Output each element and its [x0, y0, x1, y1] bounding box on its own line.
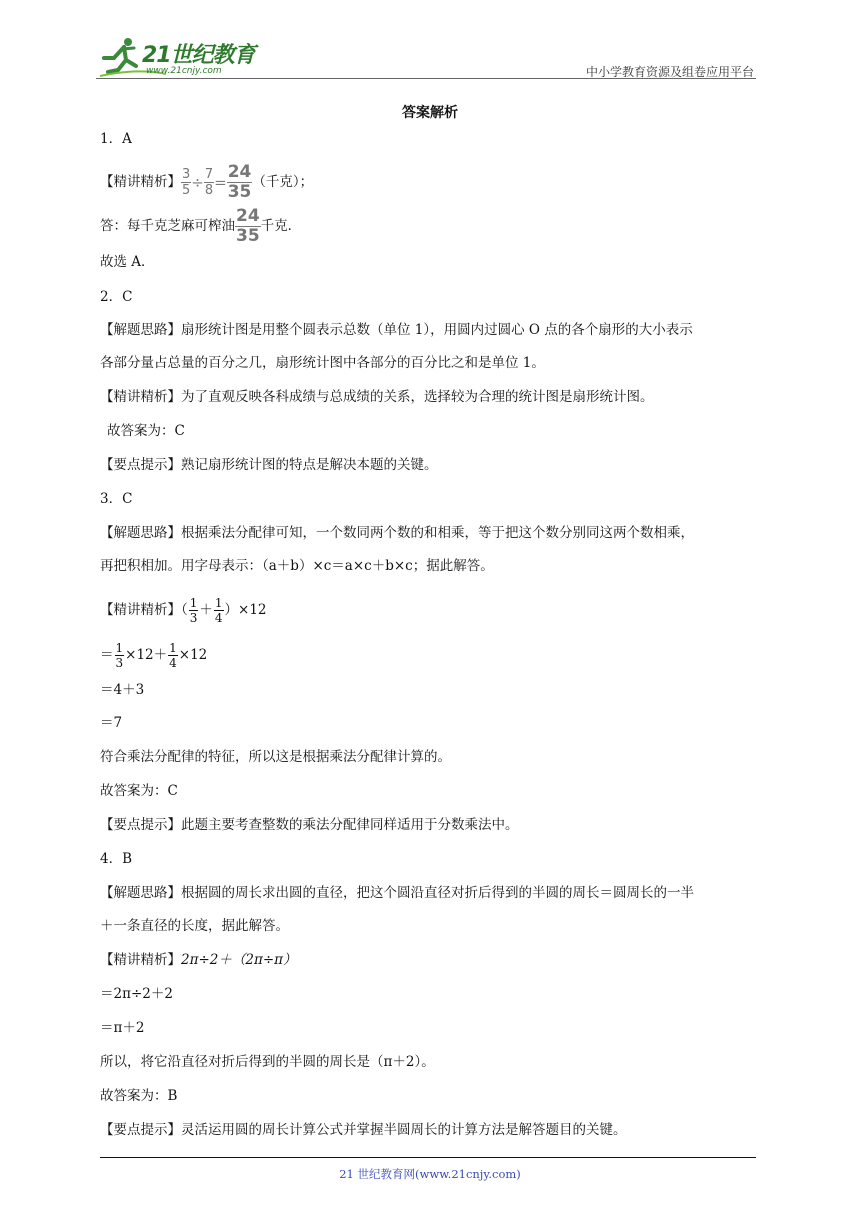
q2-answer: 2．C: [100, 289, 133, 305]
q1-conclusion: 答：每千克芝麻可榨油 $\frac{24}{35}$ 千克．: [100, 206, 302, 246]
q4-choice: 故答案为：B: [100, 1088, 178, 1104]
header-divider: [96, 78, 756, 79]
q3-choice: 故答案为：C: [100, 783, 178, 799]
q1-frac1: $\frac{3}{5}$: [182, 167, 191, 198]
q3-analysis-line3: ＝4＋3: [100, 682, 145, 698]
q1-analysis: 【精讲精析】 $\frac{3}{5}$ ÷ $\frac{7}{8}$ = $\frac{24}{35}$ （千克）；: [100, 162, 314, 202]
q4-analysis-line3: ＝π＋2: [100, 1020, 145, 1036]
footer-link[interactable]: 21 世纪教育网(www.21cnjy.com): [339, 1167, 521, 1181]
q3-analysis-line4: ＝7: [100, 715, 123, 731]
q2-tip: 【要点提示】熟记扇形统计图的特点是解决本题的关键。: [100, 457, 438, 473]
q3-think-1: 【解题思路】根据乘法分配律可知，一个数同两个数的和相乘，等于把这个数分别同这两个数相乘，: [100, 525, 694, 541]
q4-answer: 4．B: [100, 851, 133, 867]
q2-analysis: 【精讲精析】为了直观反映各科成绩与总成绩的关系，选择较为合理的统计图是扇形统计图。: [100, 389, 654, 405]
q4-conclusion: 所以，将它沿直径对折后得到的半圆的周长是（π＋2）。: [100, 1054, 435, 1070]
q4-analysis-line2: ＝2π÷2＋2: [100, 986, 173, 1002]
q3-analysis-line1: 【精讲精析】（ $\frac{1}{3}$ ＋ $\frac{1}{4}$ ）×12: [100, 596, 267, 625]
q2-choice: 故答案为：C: [107, 423, 185, 439]
footer-divider: [100, 1157, 756, 1158]
q3-conclusion: 符合乘法分配律的特征，所以这是根据乘法分配律计算的。: [100, 749, 451, 765]
logo: [96, 36, 266, 80]
q1-answer: 1．A: [100, 131, 132, 147]
q4-analysis-line1: 【精讲精析】2π÷2＋（2π÷π）: [100, 952, 297, 968]
logo-text: 21世纪教育: [142, 43, 255, 68]
q2-think-2: 各部分量占总量的百分之几，扇形统计图中各部分的百分比之和是单位 1。: [100, 355, 545, 371]
logo-url: www.21cnjy.com: [146, 66, 222, 76]
q4-think-2: ＋一条直径的长度，据此解答。: [100, 918, 289, 934]
q1-choice: 故选 A．: [100, 254, 155, 270]
q3-think-2: 再把积相加。用字母表示：（a＋b）×c＝a×c＋b×c；据此解答。: [100, 558, 494, 574]
q2-think-1: 【解题思路】扇形统计图是用整个圆表示总数（单位 1），用圆内过圆心 O 点的各个扇形的大小表示: [100, 322, 693, 338]
q3-analysis-line2: ＝ $\frac{1}{3}$ ×12＋ $\frac{1}{4}$ ×12: [100, 641, 208, 670]
q1-answer-frac: $\frac{24}{35}$: [236, 206, 260, 246]
q1-frac3: $\frac{24}{35}$: [227, 162, 252, 202]
q4-think-1: 【解题思路】根据圆的周长求出圆的直径，把这个圆沿直径对折后得到的半圆的周长＝圆周长的一半: [100, 885, 694, 901]
q1-frac2: $\frac{7}{8}$: [204, 167, 214, 198]
platform-name: 中小学教育资源及组卷应用平台: [585, 65, 754, 79]
page-title: 答案解析: [402, 105, 458, 121]
q4-tip: 【要点提示】灵活运用圆的周长计算公式并掌握半圆周长的计算方法是解答题目的关键。: [100, 1122, 627, 1138]
q3-answer: 3．C: [100, 491, 133, 507]
q3-tip: 【要点提示】此题主要考查整数的乘法分配律同样适用于分数乘法中。: [100, 817, 519, 833]
